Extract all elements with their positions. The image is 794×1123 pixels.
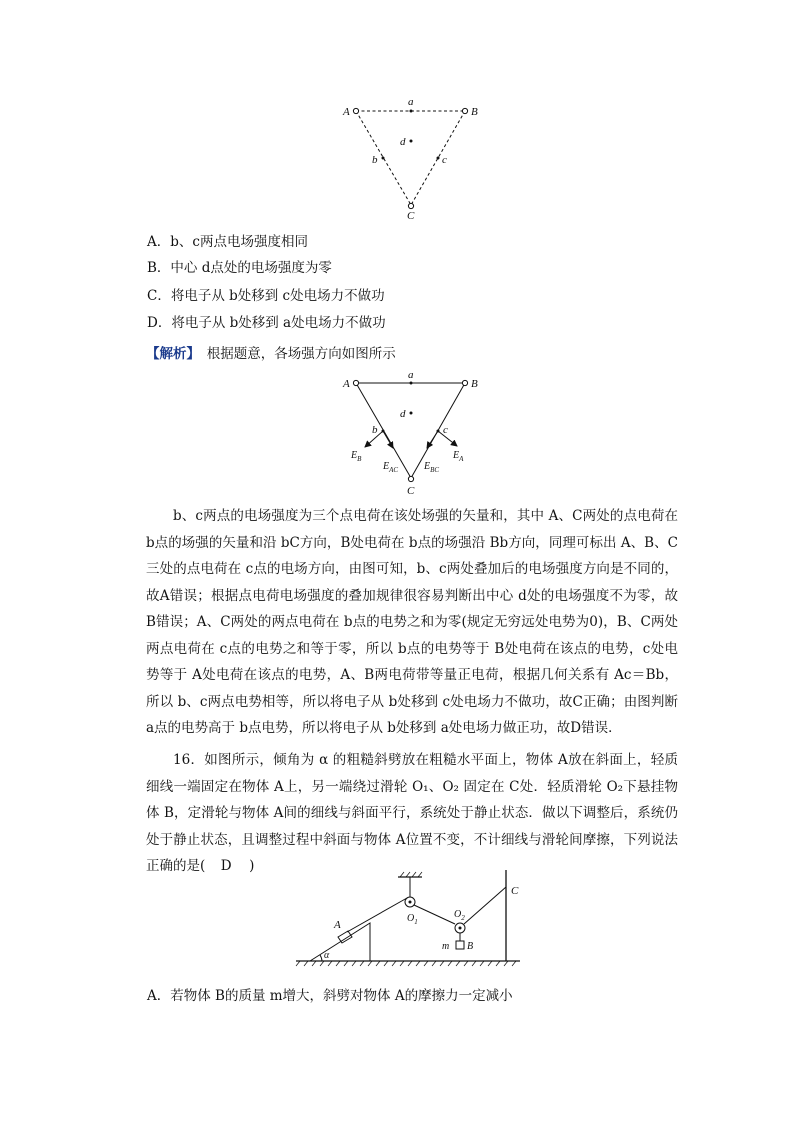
label-EA: $E_A$ <box>453 450 464 463</box>
label-A: A <box>343 106 350 118</box>
option-b: B．中心 d点处的电场强度为零 <box>147 260 332 276</box>
q16-option-a: A．若物体 B的质量 m增大，斜劈对物体 A的摩擦力一定减小 <box>147 988 513 1004</box>
option-a: A．b、c两点电场强度相同 <box>147 234 308 250</box>
analysis-tag: 【解析】 <box>146 346 194 362</box>
label-c: c <box>443 424 448 436</box>
label-O1: $O_1$ <box>407 913 418 926</box>
label-EAC: $E_{AC}$ <box>383 461 399 474</box>
label-C: C <box>407 210 415 222</box>
label-C: C <box>407 485 415 497</box>
analysis-paragraph: b、c两点的电场强度为三个点电荷在该处场强的矢量和，其中 A、C两处的点电荷在 b点的场强的矢量和沿 bC方向，B处电荷在 b点的场强沿 Bb方向，同理可标出 A、B、C三处的点电荷在 c点的电场方向，由图可知，b、c两处叠加后的电场强度方向是不同的，故A错误；根据点电荷电场强度的叠加规律很容易判断出中心 d处的电场强度不为零，故B错误；A、C两处的两点电荷在 b点的电势之和为零(规定无穷远处电势为0)，B、C两处两点电荷在 c点的电势之和等于零，所以 b点的电势等于 B处电荷在该点的电势，c处电势等于 A处电荷在该点的电势，A、B两电荷带等量正电荷，根据几何关系有 Ac＝Bb，所以 b、c两点电势相等，所以将电子从 b处移到 c处电场力不做功，故C正确；由图判断 a点的电势高于 b点电势，所以将电子从 b处移到 a处电场力做正功，故D错误． <box>146 508 678 736</box>
question-16-text: 16．如图所示，倾角为 α 的粗糙斜劈放在粗糙水平面上，物体 A放在斜面上，轻质细线一端固定在物体 A上，另一端绕过滑轮 O₁、O₂ 固定在 C处．轻质滑轮 O₂下悬挂物体 B，定滑轮与物体 A间的细线与斜面平行，系统处于静止状态．做以下调整后，系统仍处于静止状态，且调整过程中斜面与物体 A位置不变，不计细线与滑轮间摩擦，下列说法正确的是( <box>146 752 678 874</box>
option-d: D．将电子从 b处移到 a处电场力不做功 <box>147 315 386 331</box>
triangle-figure-2 <box>335 368 495 500</box>
question-16 <box>146 747 678 880</box>
label-m: m <box>442 941 450 952</box>
label-B: B <box>471 106 478 118</box>
pulley-figure <box>290 865 530 975</box>
label-B: B <box>471 378 478 390</box>
label-alpha: α <box>324 950 330 961</box>
question-16-answer: D ) <box>205 858 257 874</box>
label-a: a <box>408 369 414 381</box>
label-block-B: B <box>467 941 474 952</box>
label-A: A <box>343 378 350 390</box>
label-a: a <box>408 96 414 108</box>
analysis-intro: 根据题意，各场强方向如图所示 <box>206 346 396 362</box>
label-b: b <box>372 424 378 436</box>
label-b: b <box>372 154 378 166</box>
label-c: c <box>442 154 447 166</box>
label-block-A: A <box>334 919 341 931</box>
triangle-figure-1 <box>335 92 485 222</box>
label-C: C <box>511 885 519 897</box>
label-O2: $O_2$ <box>454 909 465 922</box>
label-d: d <box>400 408 406 420</box>
analysis-heading <box>146 342 396 362</box>
option-c: C．将电子从 b处移到 c处电场力不做功 <box>147 288 385 304</box>
label-EBC: $E_{BC}$ <box>424 461 440 474</box>
label-EB: $E_B$ <box>351 450 362 463</box>
label-d: d <box>400 136 406 148</box>
